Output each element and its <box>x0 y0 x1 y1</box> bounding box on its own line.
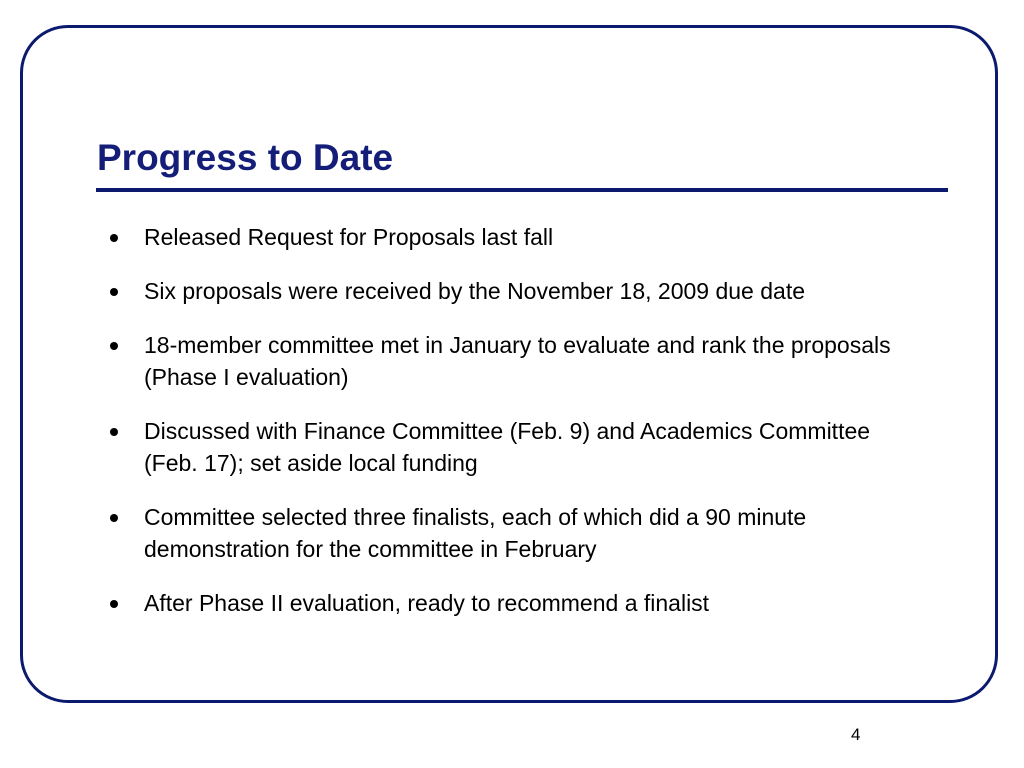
bullet-dot-icon <box>110 514 118 522</box>
bullet-text: Released Request for Proposals last fall <box>144 224 554 250</box>
bullet-dot-icon <box>110 342 118 350</box>
bullet-item <box>100 501 920 565</box>
bullet-text: Six proposals were received by the November 18, 2009 due date <box>144 278 806 304</box>
bullet-dot-icon <box>110 428 118 436</box>
title-underline <box>96 188 948 192</box>
bullet-text: Committee selected three finalists, each of which did a 90 minute demonstration for the committee in February <box>144 504 807 562</box>
bullet-item <box>100 587 920 619</box>
bullet-list <box>100 221 920 641</box>
slide-title: Progress to Date <box>97 137 394 178</box>
bullet-text: 18-member committee met in January to evaluate and rank the proposals (Phase I evaluation) <box>144 332 891 390</box>
bullet-text: After Phase II evaluation, ready to recommend a finalist <box>144 590 710 616</box>
page-number: 4 <box>851 725 861 744</box>
bullet-item <box>100 275 920 307</box>
bullet-text: Discussed with Finance Committee (Feb. 9) and Academics Committee (Feb. 17); set aside local funding <box>144 418 871 476</box>
bullet-item <box>100 221 920 253</box>
bullet-item <box>100 329 920 393</box>
bullet-dot-icon <box>110 288 118 296</box>
bullet-dot-icon <box>110 234 118 242</box>
bullet-dot-icon <box>110 600 118 608</box>
bullet-item <box>100 415 920 479</box>
